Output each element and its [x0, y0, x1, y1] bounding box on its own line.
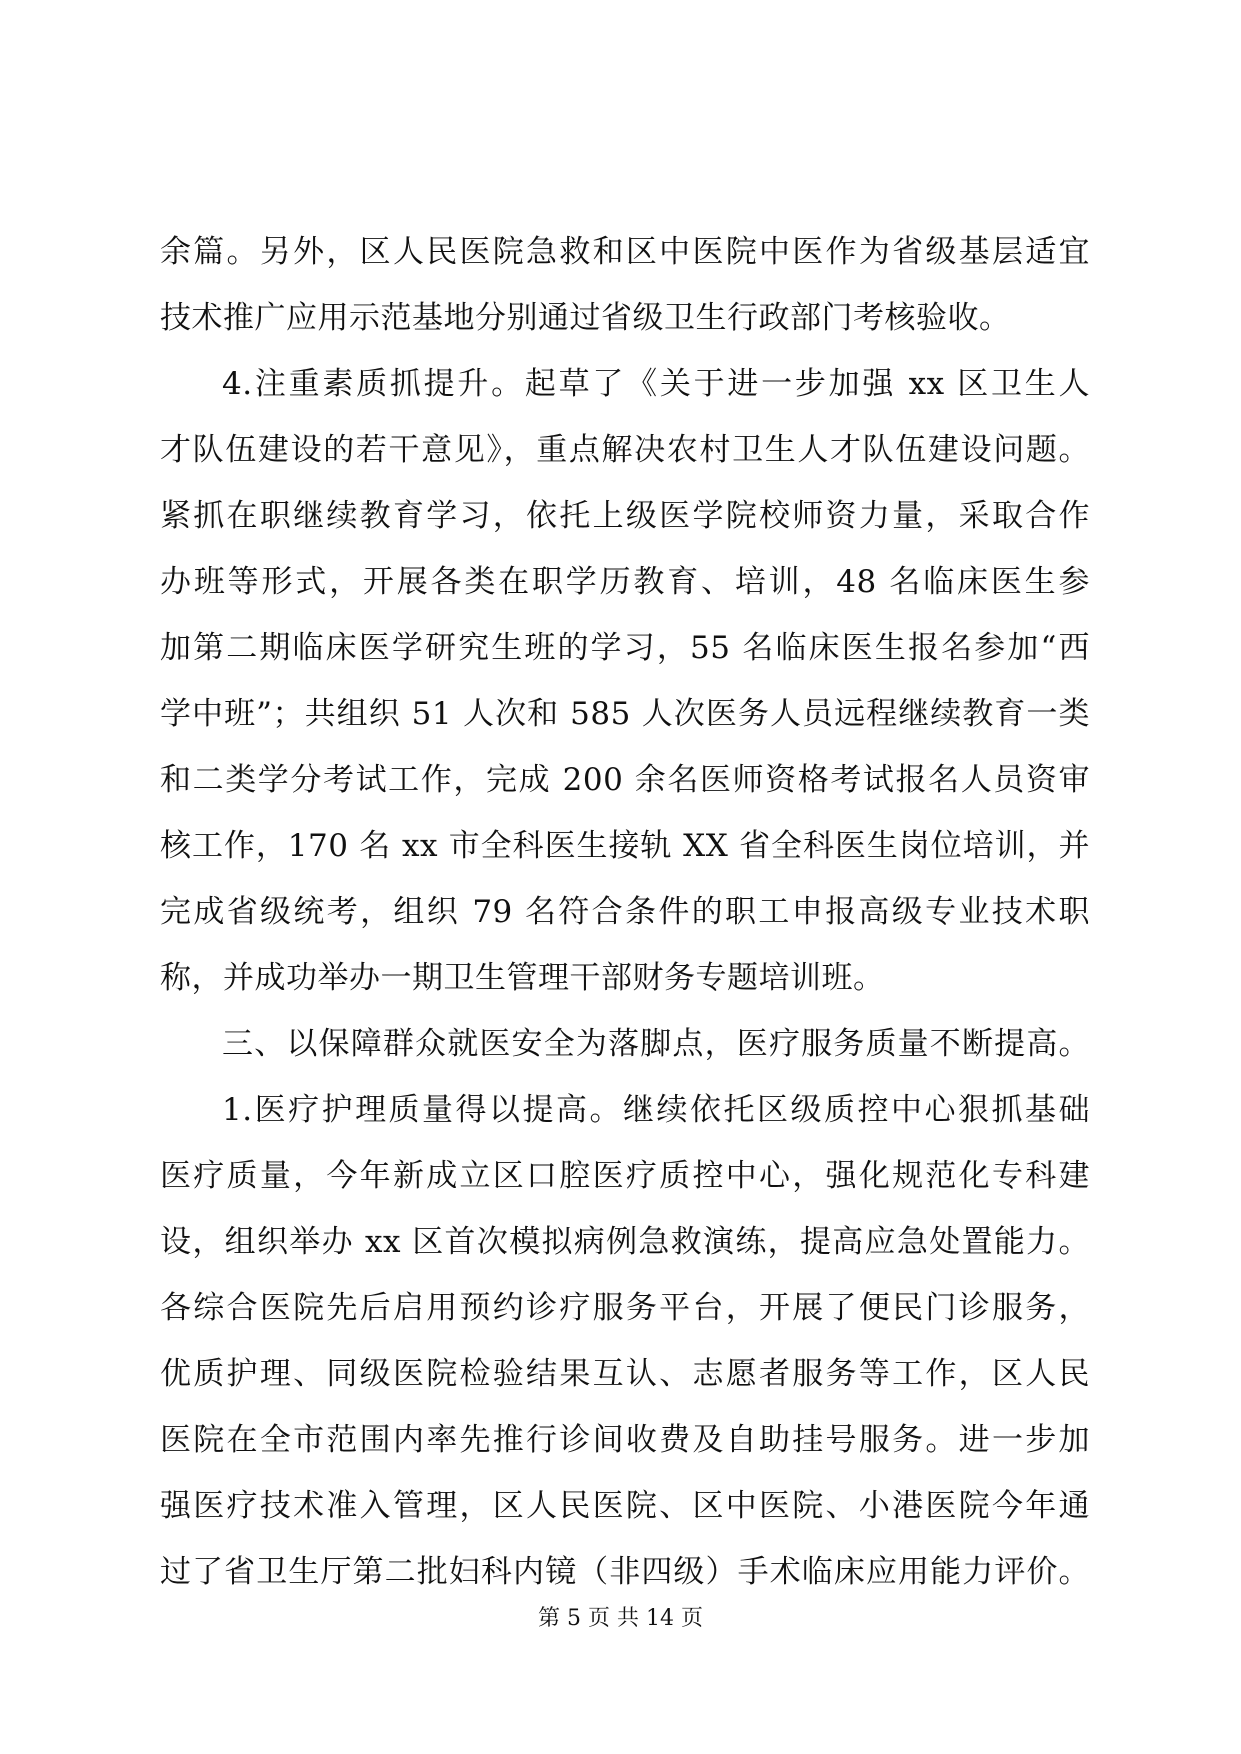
page-number-footer: 第 5 页 共 14 页: [538, 1606, 703, 1631]
text-line: 4.注重素质抓提升。起草了《关于进一步加强 xx 区卫生人: [222, 366, 1090, 402]
text-line: 余篇。另外，区人民医院急救和区中医院中医作为省级基层适宜: [160, 234, 1090, 270]
text-line: 医院在全市范围内率先推行诊间收费及自助挂号服务。进一步加: [160, 1422, 1090, 1458]
text-line: 学中班”；共组织 51 人次和 585 人次医务人员远程继续教育一类: [160, 696, 1090, 732]
text-line: 1.医疗护理质量得以提高。继续依托区级质控中心狠抓基础: [222, 1092, 1090, 1128]
text-line: 技术推广应用示范基地分别通过省级卫生行政部门考核验收。: [160, 300, 1011, 336]
text-line: 各综合医院先后启用预约诊疗服务平台，开展了便民门诊服务，: [160, 1290, 1090, 1326]
text-line: 紧抓在职继续教育学习，依托上级医学院校师资力量，采取合作: [160, 498, 1090, 534]
text-line: 过了省卫生厅第二批妇科内镜（非四级）手术临床应用能力评价。: [160, 1554, 1090, 1590]
text-line: 医疗质量，今年新成立区口腔医疗质控中心，强化规范化专科建: [160, 1158, 1090, 1194]
text-line: 加第二期临床医学研究生班的学习，55 名临床医生报名参加“西: [160, 630, 1090, 666]
text-line: 设，组织举办 xx 区首次模拟病例急救演练，提高应急处置能力。: [160, 1224, 1090, 1260]
text-line: 才队伍建设的若干意见》，重点解决农村卫生人才队伍建设问题。: [160, 432, 1090, 468]
text-line: 和二类学分考试工作，完成 200 余名医师资格考试报名人员资审: [160, 762, 1090, 798]
text-line: 强医疗技术准入管理，区人民医院、区中医院、小港医院今年通: [160, 1488, 1090, 1524]
text-line: 优质护理、同级医院检验结果互认、志愿者服务等工作，区人民: [160, 1356, 1090, 1392]
text-line: 办班等形式，开展各类在职学历教育、培训，48 名临床医生参: [160, 564, 1090, 600]
section-heading: 三、以保障群众就医安全为落脚点，医疗服务质量不断提高。: [222, 1026, 1090, 1062]
text-line: 核工作，170 名 xx 市全科医生接轨 XX 省全科医生岗位培训，并: [160, 828, 1090, 864]
text-line: 称，并成功举办一期卫生管理干部财务专题培训班。: [160, 960, 885, 996]
text-line: 完成省级统考，组织 79 名符合条件的职工申报高级专业技术职: [160, 894, 1090, 930]
